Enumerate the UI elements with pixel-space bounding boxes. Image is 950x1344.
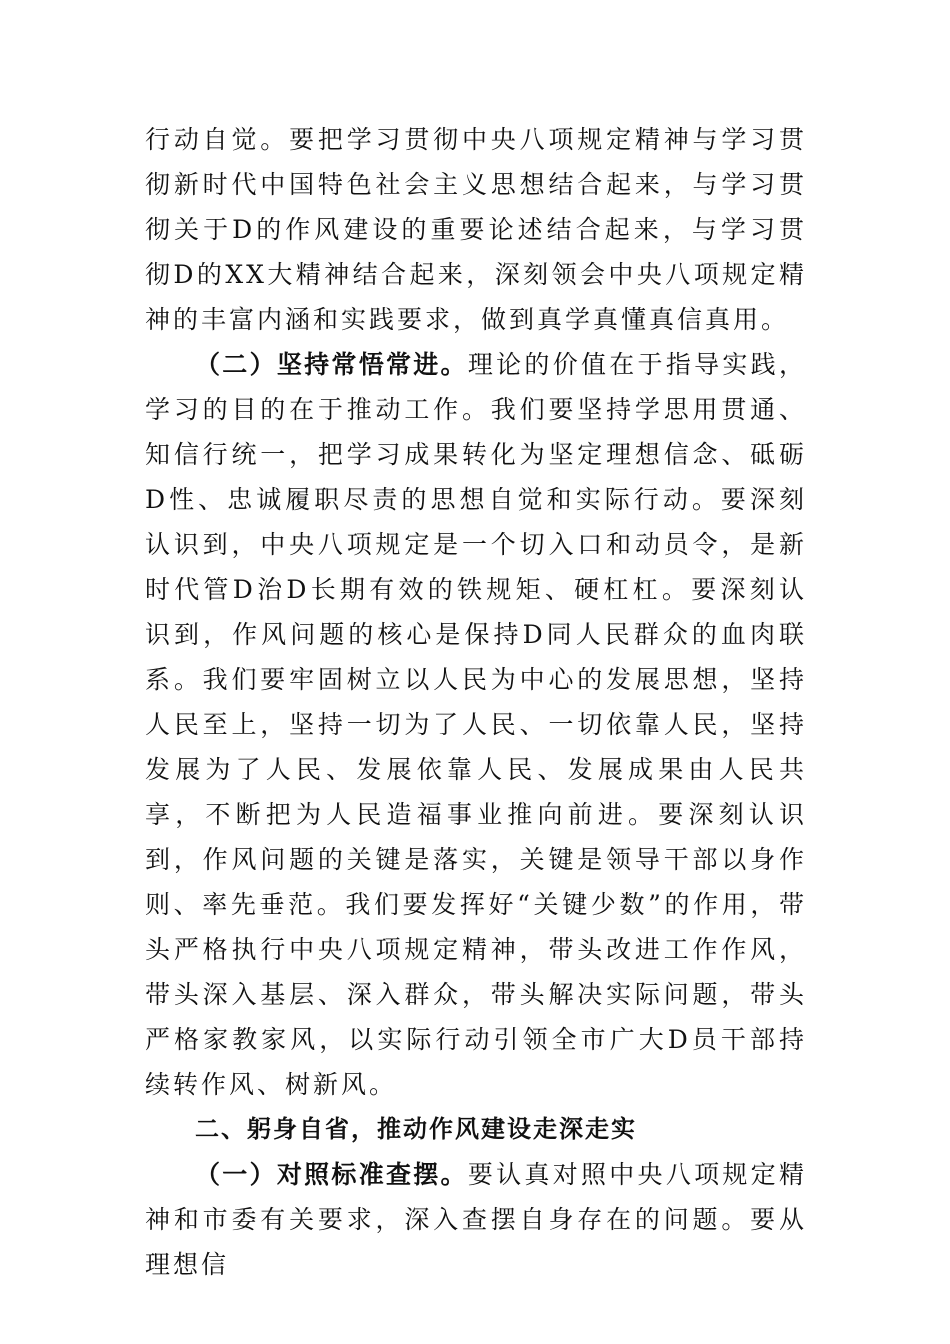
paragraph-text: 理论的价值在于指导实践，学习的目的在于推动工作。我们要坚持学思用贯通、知信行统一，把学习成果转化为坚定理想信念、砥砺D性、忠诚履职尽责的思想自觉和实际行动。要深刻认识到，中央八项规定是一个切入口和动员令，是新时代管D治D长期有效的铁规矩、硬杠杠。要深刻认识到，作风问题的核心是保持D同人民群众的血肉联系。我们要牢固树立以人民为中心的发展思想，坚持人民至上，坚持一切为了人民、一切依靠人民，坚持发展为了人民、发展依靠人民、发展成果由人民共享，不断把为人民造福事业推向前进。要深刻认识到，作风问题的关键是落实，关键是领导干部以身作则、率先垂范。我们要发挥好“关键少数”的作用，带头严格执行中央八项规定精神，带头改进工作作风，带头深入基层、深入群众，带头解决实际问题，带头严格家教家风，以实际行动引领全市广大D员干部持续转作风、树新风。 [145, 350, 807, 1099]
paragraph-lead-title: （二）坚持常悟常进。 [195, 350, 468, 379]
paragraph-continuation [145, 117, 807, 342]
paragraph-persist-learning [145, 342, 807, 1107]
paragraph-text: 行动自觉。要把学习贯彻中央八项规定精神与学习贯彻新时代中国特色社会主义思想结合起来，与学习贯彻关于D的作风建设的重要论述结合起来，与学习贯彻D的XX大精神结合起来，深刻领会中央八项规定精神的丰富内涵和实践要求，做到真学真懂真信真用。 [145, 125, 807, 334]
document-body [145, 117, 807, 1287]
paragraph-text: 要认真对照中央八项规定精神和市委有关要求，深入查摆自身存在的问题。要从理想信 [145, 1160, 807, 1279]
paragraph-lead-title: （一）对照标准查摆。 [195, 1160, 468, 1189]
section-heading: 二、躬身自省，推动作风建设走深走实 [195, 1115, 637, 1143]
paragraph-check-standards [145, 1152, 807, 1287]
